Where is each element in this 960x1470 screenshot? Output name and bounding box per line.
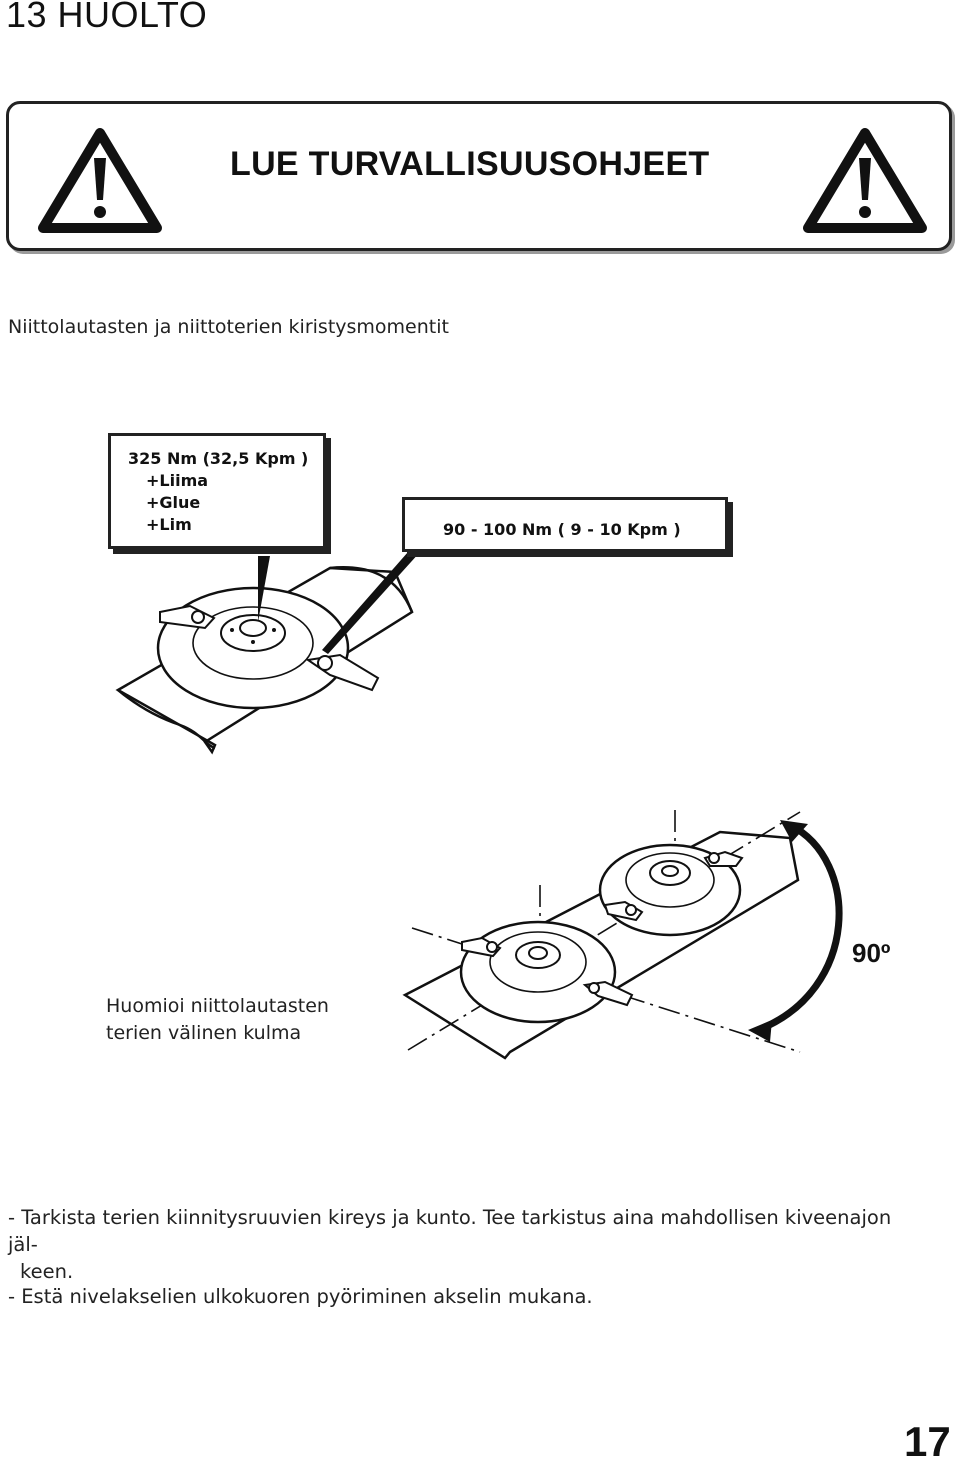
torque-caption: Niittolautasten ja niittoterien kiristysmomentit (8, 316, 449, 338)
angle-arrow-head (748, 1020, 772, 1042)
disc-torque-note-3: +Lim (146, 515, 192, 534)
instruction-line: keen. (20, 1260, 74, 1283)
section-title: 13 HUOLTO (6, 0, 208, 35)
instruction-item: - Estä nivelakselien ulkokuoren pyöriminen akselin mukana. (8, 1285, 593, 1308)
page-number: 17 (904, 1418, 951, 1465)
cutter-disc (461, 922, 615, 1022)
instruction-line: - Tarkista terien kiinnitysruuvien kireys ja kunto. Tee tarkistus aina mahdollisen kiveenajon jäl- (8, 1206, 892, 1256)
angle-note-line1: Huomioi niittolautasten (106, 995, 329, 1017)
disc-torque-note-1: +Liima (146, 471, 209, 490)
disc-torque-note-2: +Glue (146, 493, 201, 512)
blade-torque-value: 90 - 100 Nm ( 9 - 10 Kpm ) (443, 520, 681, 539)
angle-label: 90º (852, 938, 891, 968)
angle-note (106, 993, 329, 1047)
angle-note-line2: terien välinen kulma (106, 1022, 302, 1044)
instruction-item (8, 1204, 908, 1285)
warning-title: LUE TURVALLISUUSOHJEET (230, 145, 710, 183)
disc-torque-value: 325 Nm (32,5 Kpm ) (128, 449, 309, 468)
